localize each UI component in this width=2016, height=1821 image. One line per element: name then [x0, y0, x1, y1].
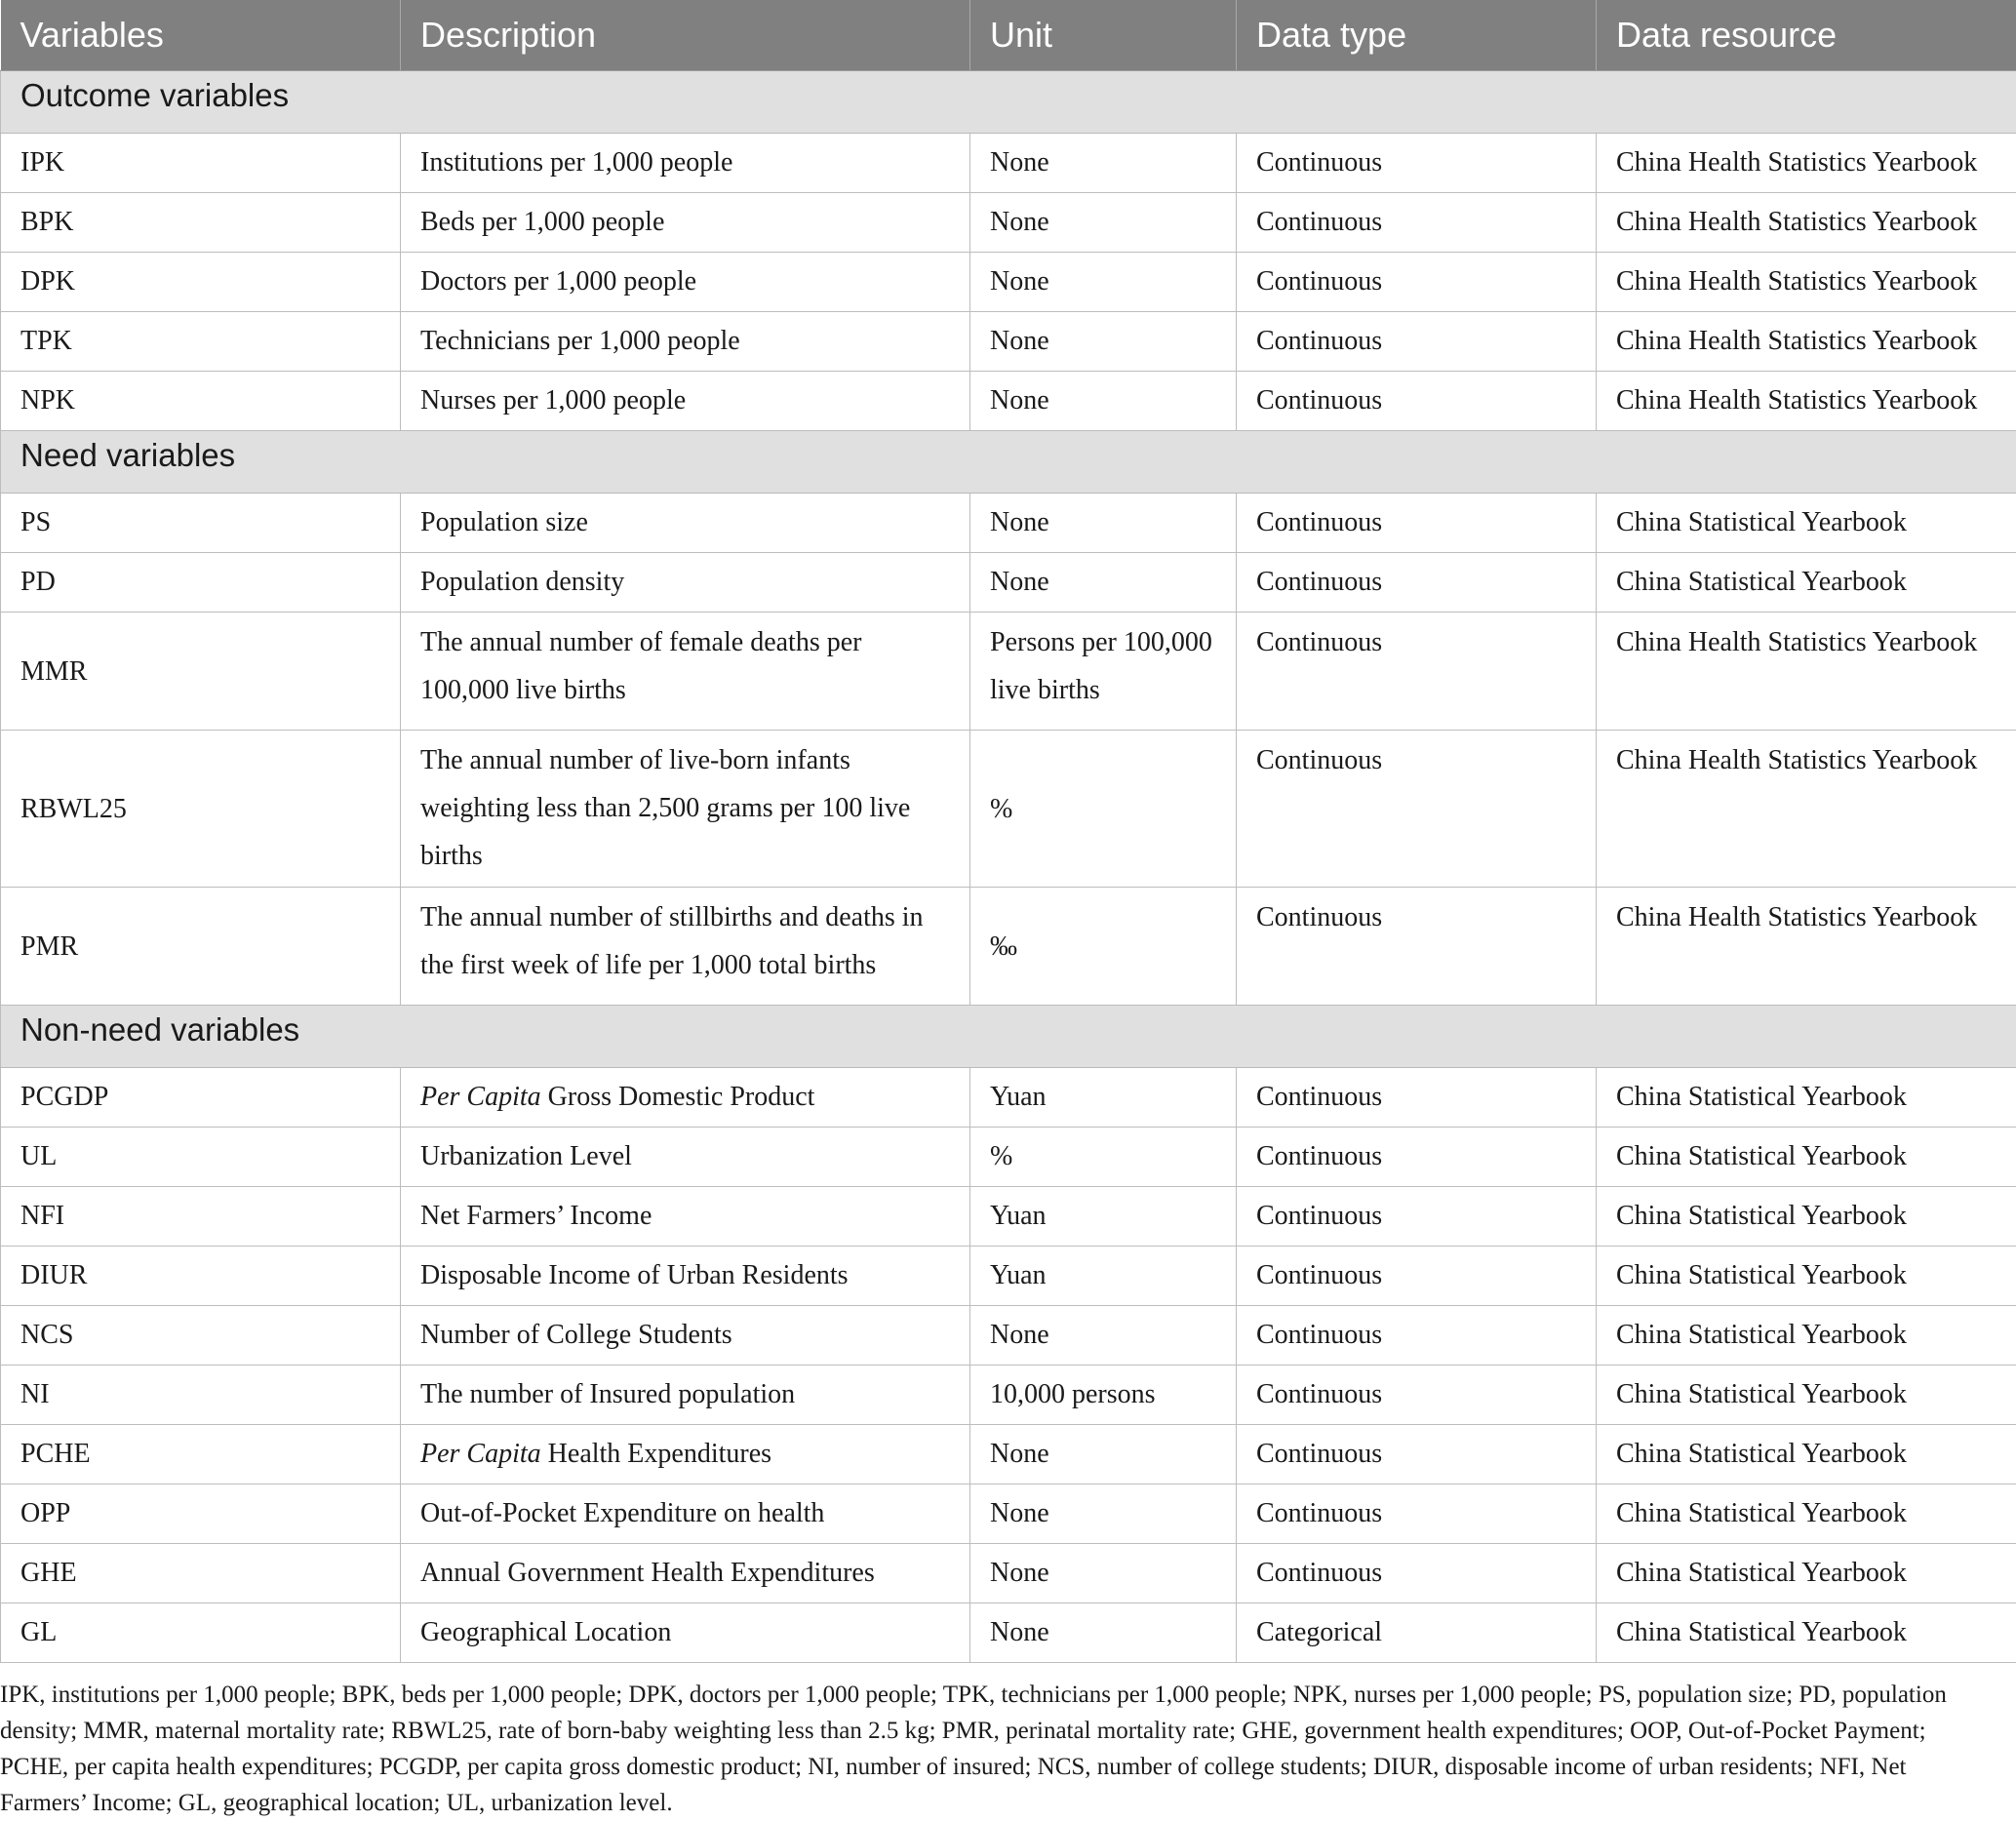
- header-data-type: Data type: [1237, 0, 1597, 71]
- cell-data-type: Continuous: [1237, 1128, 1597, 1187]
- cell-description: Net Farmers’ Income: [401, 1187, 970, 1247]
- cell-variable: DPK: [1, 253, 401, 312]
- cell-unit: None: [970, 312, 1237, 372]
- cell-data-type: Continuous: [1237, 613, 1597, 731]
- cell-data-type: Continuous: [1237, 888, 1597, 1006]
- cell-variable: IPK: [1, 134, 401, 193]
- description-italic: Per Capita: [420, 1082, 541, 1112]
- cell-data-resource: China Health Statistics Yearbook: [1597, 312, 2016, 372]
- cell-data-type: Continuous: [1237, 553, 1597, 613]
- description-rest: Health Expenditures: [541, 1439, 771, 1469]
- cell-unit: None: [970, 372, 1237, 431]
- cell-unit: Yuan: [970, 1187, 1237, 1247]
- section-row-need: [1, 431, 2016, 494]
- cell-variable: BPK: [1, 193, 401, 253]
- cell-variable: NI: [1, 1366, 401, 1425]
- cell-data-resource: China Statistical Yearbook: [1597, 1425, 2016, 1485]
- table-row-dpk: [1, 253, 2016, 312]
- cell-unit: ‰: [970, 888, 1237, 1006]
- cell-data-resource: China Statistical Yearbook: [1597, 1485, 2016, 1544]
- cell-data-type: Continuous: [1237, 372, 1597, 431]
- cell-variable: GL: [1, 1603, 401, 1663]
- table-header-row: [1, 0, 2016, 71]
- cell-data-type: Continuous: [1237, 1068, 1597, 1128]
- cell-data-resource: China Health Statistics Yearbook: [1597, 134, 2016, 193]
- cell-description: Out-of-Pocket Expenditure on health: [401, 1485, 970, 1544]
- cell-data-type: Continuous: [1237, 1306, 1597, 1366]
- description-rest: Gross Domestic Product: [541, 1082, 815, 1112]
- cell-description: Annual Government Health Expenditures: [401, 1544, 970, 1603]
- cell-data-resource: China Health Statistics Yearbook: [1597, 372, 2016, 431]
- table-footnote: IPK, institutions per 1,000 people; BPK, beds per 1,000 people; DPK, doctors per 1,000 people; TPK, technicians per 1,000 people; NPK, nurses per 1,000 people; PS, population size; PD, population density; MMR, maternal mortality rate; RBWL25, rate of born-baby weighting less than 2.5 kg; PMR, perinatal mortality rate; GHE, government health expenditures; OOP, Out-of-Pocket Payment; PCHE, per capita health expenditures; PCGDP, per capita gross domestic product; NI, number of insured; NCS, number of college students; DIUR, disposable income of urban residents; NFI, Net Farmers’ Income; GL, geographical location; UL, urbanization level.: [0, 1663, 1990, 1821]
- table-row-ps: [1, 494, 2016, 553]
- cell-data-type: Continuous: [1237, 312, 1597, 372]
- cell-data-type: Continuous: [1237, 1425, 1597, 1485]
- cell-data-resource: China Statistical Yearbook: [1597, 1306, 2016, 1366]
- section-label: Outcome variables: [1, 71, 2016, 134]
- cell-data-type: Continuous: [1237, 1366, 1597, 1425]
- cell-data-resource: China Health Statistics Yearbook: [1597, 731, 2016, 888]
- cell-variable: PCGDP: [1, 1068, 401, 1128]
- cell-data-resource: China Statistical Yearbook: [1597, 494, 2016, 553]
- cell-unit: Yuan: [970, 1247, 1237, 1306]
- cell-unit: %: [970, 1128, 1237, 1187]
- cell-description: The annual number of stillbirths and deaths in the first week of life per 1,000 total births: [401, 888, 970, 1006]
- cell-variable: RBWL25: [1, 731, 401, 888]
- table-row-bpk: [1, 193, 2016, 253]
- cell-description: The annual number of live-born infants weighting less than 2,500 grams per 100 live births: [401, 731, 970, 888]
- table-row-ghe: [1, 1544, 2016, 1603]
- cell-unit: None: [970, 134, 1237, 193]
- cell-data-type: Continuous: [1237, 1485, 1597, 1544]
- table-row-ncs: [1, 1306, 2016, 1366]
- header-description: Description: [401, 0, 970, 71]
- cell-description: Institutions per 1,000 people: [401, 134, 970, 193]
- cell-unit: None: [970, 1425, 1237, 1485]
- header-variables: Variables: [1, 0, 401, 71]
- table-row-nfi: [1, 1187, 2016, 1247]
- cell-variable: PMR: [1, 888, 401, 1006]
- cell-description: The annual number of female deaths per 100,000 live births: [401, 613, 970, 731]
- cell-description: Disposable Income of Urban Residents: [401, 1247, 970, 1306]
- table-row-tpk: [1, 312, 2016, 372]
- table-row-mmr: [1, 613, 2016, 731]
- cell-data-resource: China Statistical Yearbook: [1597, 1603, 2016, 1663]
- cell-variable: PD: [1, 553, 401, 613]
- cell-data-resource: China Statistical Yearbook: [1597, 553, 2016, 613]
- cell-description: Number of College Students: [401, 1306, 970, 1366]
- cell-data-type: Categorical: [1237, 1603, 1597, 1663]
- cell-unit: None: [970, 553, 1237, 613]
- cell-unit: Yuan: [970, 1068, 1237, 1128]
- cell-description: Technicians per 1,000 people: [401, 312, 970, 372]
- cell-data-resource: China Health Statistics Yearbook: [1597, 193, 2016, 253]
- cell-data-type: Continuous: [1237, 494, 1597, 553]
- cell-description: Geographical Location: [401, 1603, 970, 1663]
- cell-data-resource: China Health Statistics Yearbook: [1597, 253, 2016, 312]
- section-row-non-need: [1, 1006, 2016, 1068]
- section-row-outcome: [1, 71, 2016, 134]
- cell-description: [401, 1068, 970, 1128]
- table-row-diur: [1, 1247, 2016, 1306]
- cell-data-resource: China Statistical Yearbook: [1597, 1247, 2016, 1306]
- cell-variable: OPP: [1, 1485, 401, 1544]
- cell-variable: NPK: [1, 372, 401, 431]
- cell-data-resource: China Statistical Yearbook: [1597, 1128, 2016, 1187]
- cell-data-resource: China Statistical Yearbook: [1597, 1187, 2016, 1247]
- cell-data-type: Continuous: [1237, 134, 1597, 193]
- table-row-npk: [1, 372, 2016, 431]
- cell-variable: GHE: [1, 1544, 401, 1603]
- table-row-ul: [1, 1128, 2016, 1187]
- cell-data-type: Continuous: [1237, 193, 1597, 253]
- table-row-ni: [1, 1366, 2016, 1425]
- cell-data-resource: China Statistical Yearbook: [1597, 1366, 2016, 1425]
- cell-data-type: Continuous: [1237, 1247, 1597, 1306]
- cell-variable: PS: [1, 494, 401, 553]
- section-label: Non-need variables: [1, 1006, 2016, 1068]
- cell-data-resource: China Health Statistics Yearbook: [1597, 888, 2016, 1006]
- cell-variable: NCS: [1, 1306, 401, 1366]
- header-data-resource: Data resource: [1597, 0, 2016, 71]
- cell-unit: None: [970, 494, 1237, 553]
- cell-data-resource: China Statistical Yearbook: [1597, 1068, 2016, 1128]
- table-row-pd: [1, 553, 2016, 613]
- cell-description: The number of Insured population: [401, 1366, 970, 1425]
- table-row-ipk: [1, 134, 2016, 193]
- cell-data-type: Continuous: [1237, 1187, 1597, 1247]
- cell-description: Population size: [401, 494, 970, 553]
- cell-description: Doctors per 1,000 people: [401, 253, 970, 312]
- cell-variable: TPK: [1, 312, 401, 372]
- cell-data-type: Continuous: [1237, 253, 1597, 312]
- cell-unit: None: [970, 253, 1237, 312]
- cell-unit: None: [970, 1603, 1237, 1663]
- table-row-gl: [1, 1603, 2016, 1663]
- cell-unit: 10,000 persons: [970, 1366, 1237, 1425]
- cell-variable: DIUR: [1, 1247, 401, 1306]
- cell-variable: MMR: [1, 613, 401, 731]
- table-row-opp: [1, 1485, 2016, 1544]
- cell-description: [401, 1425, 970, 1485]
- cell-unit: Persons per 100,000 live births: [970, 613, 1237, 731]
- cell-description: Population density: [401, 553, 970, 613]
- cell-data-resource: China Statistical Yearbook: [1597, 1544, 2016, 1603]
- header-unit: Unit: [970, 0, 1237, 71]
- cell-data-type: Continuous: [1237, 731, 1597, 888]
- table-row-pche: [1, 1425, 2016, 1485]
- cell-variable: PCHE: [1, 1425, 401, 1485]
- table-row-rbwl25: [1, 731, 2016, 888]
- cell-variable: UL: [1, 1128, 401, 1187]
- section-label: Need variables: [1, 431, 2016, 494]
- cell-description: Beds per 1,000 people: [401, 193, 970, 253]
- cell-unit: None: [970, 1485, 1237, 1544]
- cell-unit: None: [970, 1306, 1237, 1366]
- cell-unit: None: [970, 193, 1237, 253]
- cell-data-resource: China Health Statistics Yearbook: [1597, 613, 2016, 731]
- table-row-pcgdp: [1, 1068, 2016, 1128]
- description-italic: Per Capita: [420, 1439, 541, 1469]
- cell-data-type: Continuous: [1237, 1544, 1597, 1603]
- cell-description: Urbanization Level: [401, 1128, 970, 1187]
- cell-unit: None: [970, 1544, 1237, 1603]
- cell-description: Nurses per 1,000 people: [401, 372, 970, 431]
- table-row-pmr: [1, 888, 2016, 1006]
- cell-unit: %: [970, 731, 1237, 888]
- cell-variable: NFI: [1, 1187, 401, 1247]
